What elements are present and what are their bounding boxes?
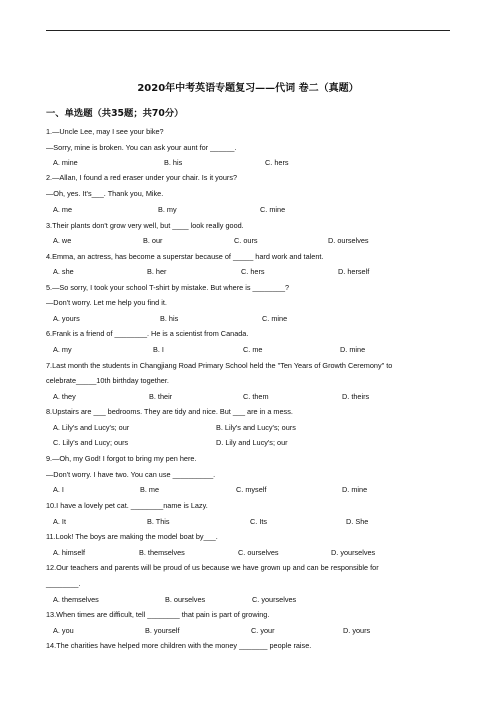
question-13-option-a[interactable]: A. you: [53, 626, 74, 635]
header-rule: [46, 30, 450, 31]
question-8-option-d[interactable]: D. Lily and Lucy's; our: [216, 438, 288, 447]
question-8-option-a[interactable]: A. Lily's and Lucy's; our: [53, 423, 130, 432]
question-9-option-b[interactable]: B. me: [140, 485, 160, 494]
question-7-line-1: 7.Last month the students in Changjiang Road Primary School held the "Ten Years of Growth Ceremony" to: [46, 361, 393, 370]
question-4-line-1: 4.Emma, an actress, has become a superstar because of _____ hard work and talent.: [46, 252, 324, 261]
question-11-option-b[interactable]: B. themselves: [139, 548, 185, 557]
question-10-option-b[interactable]: B. This: [147, 517, 170, 526]
question-11-option-d[interactable]: D. yourselves: [331, 548, 376, 557]
question-1-option-c[interactable]: C. hers: [265, 158, 289, 167]
question-4-option-d[interactable]: D. herself: [338, 267, 370, 276]
question-2-option-a[interactable]: A. me: [53, 205, 73, 214]
question-9-option-d[interactable]: D. mine: [342, 485, 368, 494]
question-7-option-d[interactable]: D. theirs: [342, 392, 370, 401]
question-3-option-a[interactable]: A. we: [53, 236, 72, 245]
question-6-option-c[interactable]: C. me: [243, 345, 263, 354]
question-5-option-c[interactable]: C. mine: [262, 314, 288, 323]
section-heading: 一、单选题（共35题；共70分）: [46, 108, 184, 119]
question-1-line-1: 1.—Uncle Lee, may I see your bike?: [46, 127, 164, 136]
question-10-option-a[interactable]: A. It: [53, 517, 66, 526]
question-10-option-d[interactable]: D. She: [346, 517, 369, 526]
question-2-option-c[interactable]: C. mine: [260, 205, 286, 214]
question-5-line-1: 5.—So sorry, I took your school T-shirt by mistake. But where is ________?: [46, 283, 290, 292]
question-7-line-2: celebrate_____10th birthday together.: [46, 376, 169, 385]
question-6-option-a[interactable]: A. my: [53, 345, 72, 354]
question-6-option-d[interactable]: D. mine: [340, 345, 366, 354]
question-9-option-c[interactable]: C. myself: [236, 485, 267, 494]
question-6-line-1: 6.Frank is a friend of ________. He is a scientist from Canada.: [46, 329, 249, 338]
question-12-option-a[interactable]: A. themselves: [53, 595, 99, 604]
question-4-option-b[interactable]: B. her: [147, 267, 167, 276]
question-6-option-b[interactable]: B. I: [153, 345, 164, 354]
question-3-line-1: 3.Their plants don't grow very well, but ____ look really good.: [46, 221, 244, 230]
question-5-option-b[interactable]: B. his: [160, 314, 179, 323]
question-3-option-c[interactable]: C. ours: [234, 236, 258, 245]
question-3-option-d[interactable]: D. ourselves: [328, 236, 369, 245]
question-12-line-1: 12.Our teachers and parents will be proud of us because we have grown up and can be responsible for: [46, 563, 379, 572]
question-2-option-b[interactable]: B. my: [158, 205, 177, 214]
question-8-option-c[interactable]: C. Lily's and Lucy; ours: [53, 438, 129, 447]
question-14-line-1: 14.The charities have helped more children with the money _______ people raise.: [46, 641, 312, 650]
question-11-option-a[interactable]: A. himself: [53, 548, 86, 557]
question-5-option-a[interactable]: A. yours: [53, 314, 80, 323]
question-10-option-c[interactable]: C. Its: [250, 517, 268, 526]
question-4-option-a[interactable]: A. she: [53, 267, 74, 276]
question-13-option-c[interactable]: C. your: [251, 626, 275, 635]
question-10-line-1: 10.I have a lovely pet cat. ________name is Lazy.: [46, 501, 208, 510]
question-13-option-b[interactable]: B. yourself: [145, 626, 180, 635]
question-13-option-d[interactable]: D. yours: [343, 626, 371, 635]
question-7-option-c[interactable]: C. them: [243, 392, 269, 401]
question-12-option-c[interactable]: C. yourselves: [252, 595, 297, 604]
question-12-line-2: ________.: [46, 579, 81, 588]
question-12-option-b[interactable]: B. ourselves: [165, 595, 206, 604]
question-2-line-1: 2.—Allan, I found a red eraser under your chair. Is it yours?: [46, 173, 238, 182]
question-3-option-b[interactable]: B. our: [143, 236, 163, 245]
question-7-option-b[interactable]: B. their: [149, 392, 173, 401]
question-2-line-2: —Oh, yes. It's___. Thank you, Mike.: [46, 189, 164, 198]
question-8-option-b[interactable]: B. Lily's and Lucy's; ours: [216, 423, 296, 432]
question-1-option-a[interactable]: A. mine: [53, 158, 78, 167]
question-11-option-c[interactable]: C. ourselves: [238, 548, 279, 557]
question-4-option-c[interactable]: C. hers: [241, 267, 265, 276]
question-11-line-1: 11.Look! The boys are making the model boat by___.: [46, 532, 218, 541]
question-5-line-2: —Don't worry. Let me help you find it.: [46, 298, 167, 307]
page-title: 2020年中考英语专题复习——代词 卷二（真题）: [137, 83, 359, 94]
question-9-option-a[interactable]: A. I: [53, 485, 64, 494]
question-1-option-b[interactable]: B. his: [164, 158, 183, 167]
question-9-line-1: 9.—Oh, my God! I forgot to bring my pen here.: [46, 454, 197, 463]
question-13-line-1: 13.When times are difficult, tell ________ that pain is part of growing.: [46, 610, 270, 619]
question-1-line-2: —Sorry, mine is broken. You can ask your aunt for ______.: [46, 143, 237, 152]
question-9-line-2: —Don't worry. I have two. You can use __________.: [46, 470, 216, 479]
question-8-line-1: 8.Upstairs are ___ bedrooms. They are tidy and nice. But ___ are in a mess.: [46, 407, 293, 416]
question-7-option-a[interactable]: A. they: [53, 392, 76, 401]
